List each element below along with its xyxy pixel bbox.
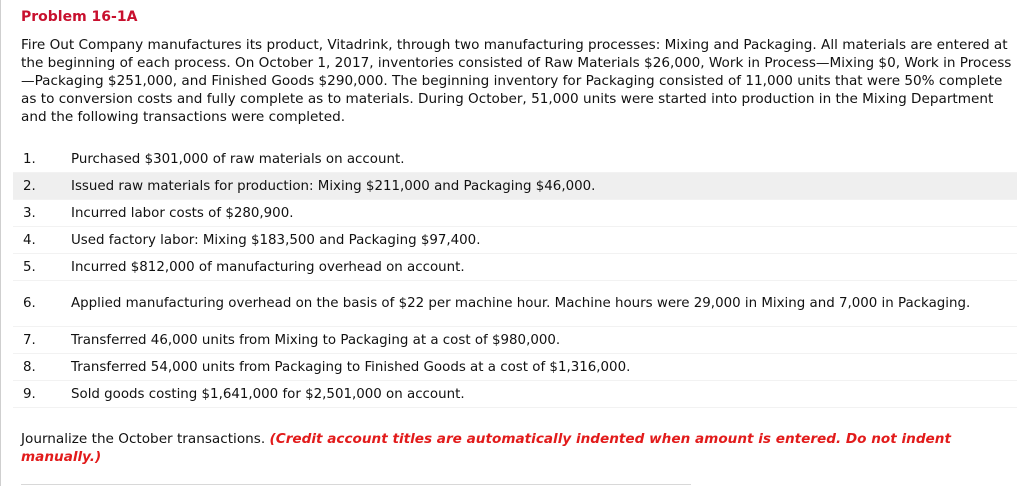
transaction-number: 1. [23, 152, 36, 167]
transaction-row [13, 354, 1017, 381]
transaction-row [13, 200, 1017, 227]
transaction-row [13, 173, 1017, 200]
transaction-number: 2. [23, 178, 36, 194]
instruction-note: (Credit account titles are automatically indented when amount is entered. Do not indent manually.) [21, 431, 951, 465]
transaction-number: 7. [23, 332, 36, 348]
transaction-text: Applied manufacturing overhead on the basis of $22 per machine hour. Machine hours were 29,000 in Mixing and 7,000 in Packaging. [71, 296, 971, 311]
transaction-text: Purchased $301,000 of raw materials on account. [71, 152, 405, 167]
instruction-text: Journalize the October transactions. [21, 431, 266, 447]
divider [21, 484, 691, 485]
transaction-row [13, 254, 1017, 281]
transaction-text: Transferred 46,000 units from Mixing to Packaging at a cost of $980,000. [71, 332, 561, 348]
transaction-text: Incurred $812,000 of manufacturing overhead on account. [71, 259, 465, 275]
problem-intro: Fire Out Company manufactures its product, Vitadrink, through two manufacturing processes: Mixing and Packaging. All materials are entered at the beginning of each process. On October 1, 2017, inventories consisted of Raw Materials $26,000, Work in Process—Mixing $0, Work in Process—Packaging $251,000, and Finished Goods $290,000. The beginning inventory for Packaging consisted of 11,000 units that were 50% complete as to conversion costs and fully complete as to materials. During October, 51,000 units were started into production in the Mixing Department and the following transactions were completed. [21, 37, 1012, 125]
transaction-list [13, 147, 1017, 408]
transaction-text: Transferred 54,000 units from Packaging to Finished Goods at a cost of $1,316,000. [71, 359, 631, 375]
transaction-text: Incurred labor costs of $280,900. [71, 205, 294, 221]
instruction [21, 430, 1011, 466]
transaction-number: 9. [23, 386, 36, 402]
transaction-row [13, 227, 1017, 254]
transaction-row [13, 327, 1017, 354]
transaction-number: 6. [23, 296, 36, 311]
transaction-text: Used factory labor: Mixing $183,500 and Packaging $97,400. [71, 232, 481, 248]
transaction-number: 5. [23, 259, 36, 275]
transaction-number: 4. [23, 232, 36, 248]
transaction-text: Sold goods costing $1,641,000 for $2,501,000 on account. [71, 386, 465, 402]
problem-title: Problem 16-1A [21, 9, 138, 25]
transaction-number: 8. [23, 359, 36, 375]
transaction-row [13, 381, 1017, 408]
transaction-number: 3. [23, 205, 36, 221]
transaction-text: Issued raw materials for production: Mixing $211,000 and Packaging $46,000. [71, 178, 596, 194]
transaction-row [13, 147, 1017, 173]
transaction-row [13, 281, 1017, 327]
